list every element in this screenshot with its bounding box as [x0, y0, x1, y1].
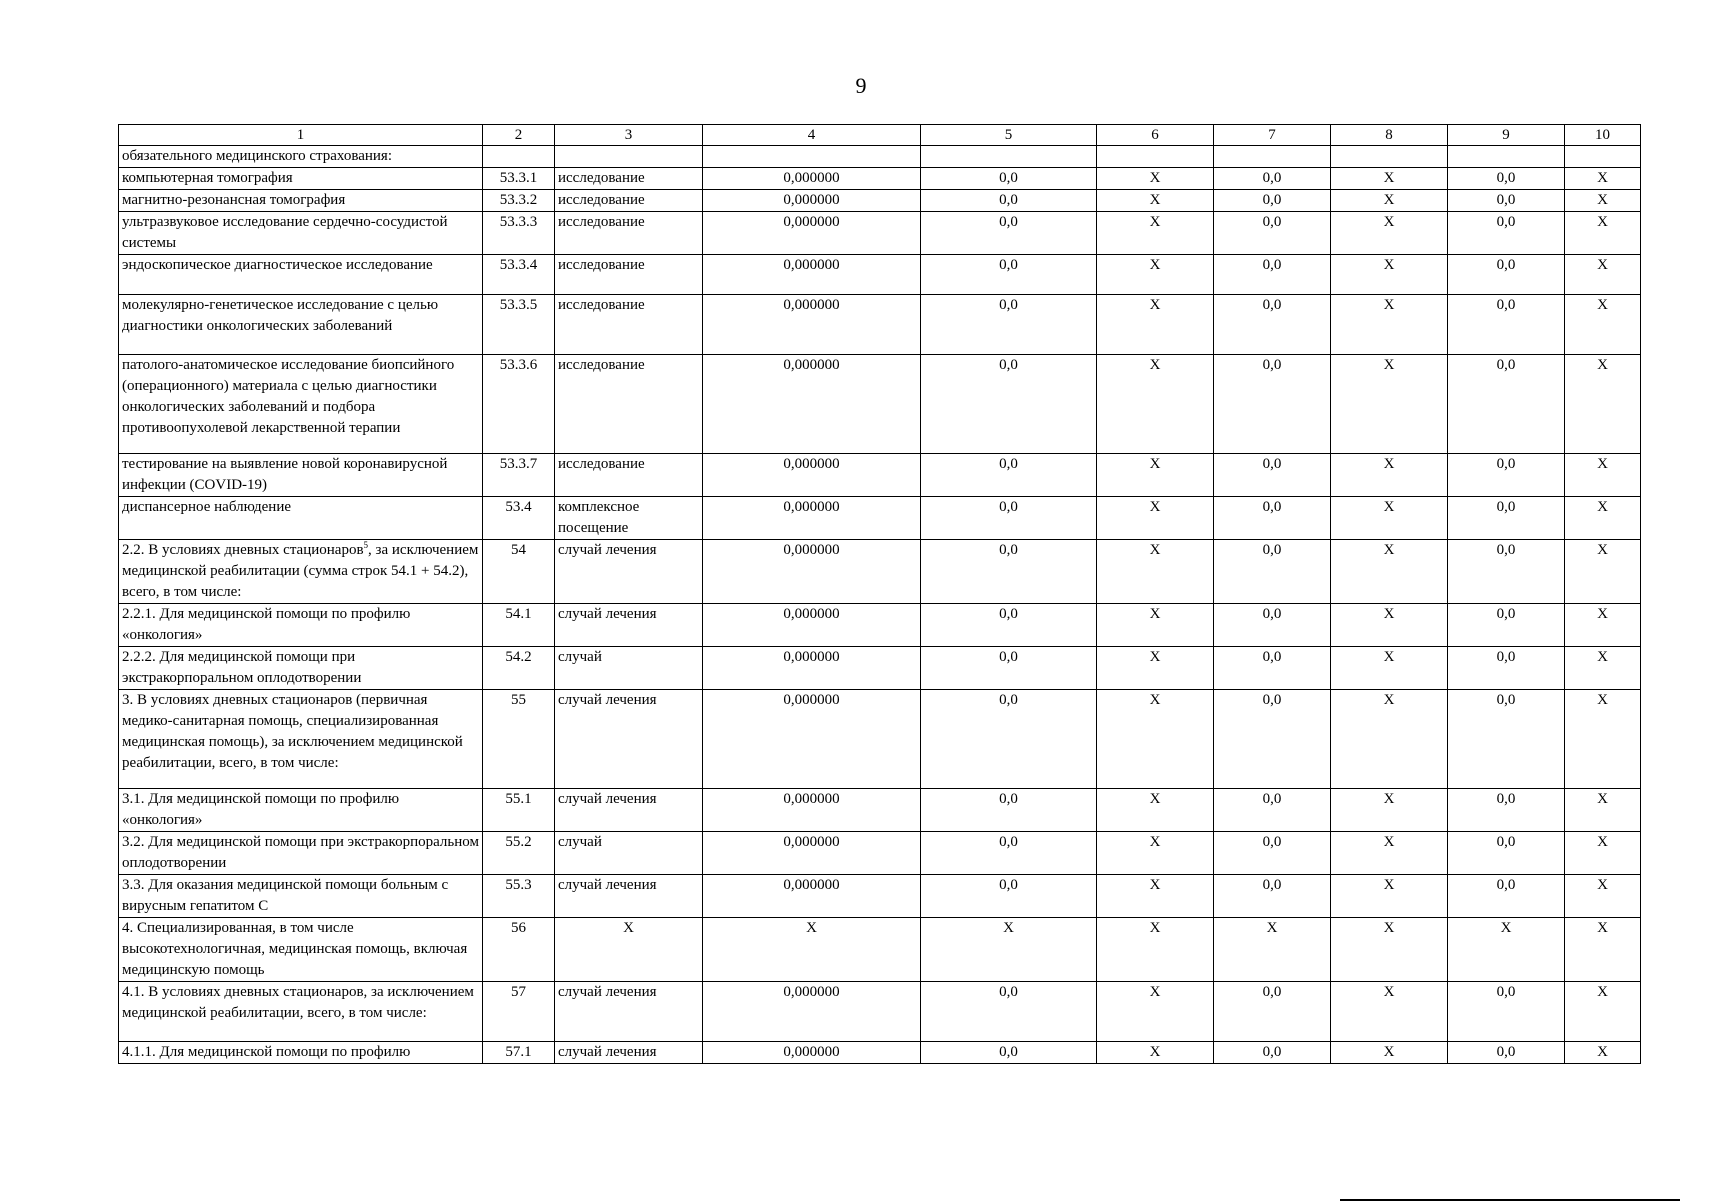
value-cell-col8: X — [1331, 918, 1448, 982]
value-cell-col9: 0,0 — [1448, 355, 1565, 454]
unit-cell: случай — [555, 647, 703, 690]
row-number-cell: 53.3.1 — [483, 168, 555, 190]
value-cell-col4: 0,000000 — [703, 604, 921, 647]
value-cell-col10: X — [1565, 355, 1641, 454]
row-number-cell: 55.1 — [483, 789, 555, 832]
value-cell-col8 — [1331, 146, 1448, 168]
footnote-marker: 5 — [363, 540, 369, 550]
value-cell-col4: 0,000000 — [703, 540, 921, 604]
value-cell-col6: X — [1097, 789, 1214, 832]
value-cell-col4: 0,000000 — [703, 982, 921, 1042]
value-cell-col6: X — [1097, 295, 1214, 355]
row-label-cell: ультразвуковое исследование сердечно-сосудистой системы — [119, 212, 483, 255]
value-cell-col9: 0,0 — [1448, 497, 1565, 540]
value-cell-col4: 0,000000 — [703, 647, 921, 690]
value-cell-col9: 0,0 — [1448, 255, 1565, 295]
value-cell-col10: X — [1565, 832, 1641, 875]
row-label-cell: обязательного медицинского страхования: — [119, 146, 483, 168]
value-cell-col7: 0,0 — [1214, 190, 1331, 212]
row-label-cell: 3.1. Для медицинской помощи по профилю «онкология» — [119, 789, 483, 832]
row-number-cell: 54 — [483, 540, 555, 604]
value-cell-col9 — [1448, 146, 1565, 168]
row-number-cell: 55.3 — [483, 875, 555, 918]
header-cell: 7 — [1214, 125, 1331, 146]
table-row — [119, 497, 1641, 540]
value-cell-col5: 0,0 — [921, 604, 1097, 647]
table-row — [119, 982, 1641, 1042]
unit-cell: случай — [555, 832, 703, 875]
header-cell: 9 — [1448, 125, 1565, 146]
value-cell-col10: X — [1565, 190, 1641, 212]
value-cell-col8: X — [1331, 789, 1448, 832]
value-cell-col6: X — [1097, 604, 1214, 647]
value-cell-col7 — [1214, 146, 1331, 168]
value-cell-col5: 0,0 — [921, 647, 1097, 690]
value-cell-col8: X — [1331, 168, 1448, 190]
value-cell-col10: X — [1565, 918, 1641, 982]
table-row — [119, 168, 1641, 190]
table-row — [119, 918, 1641, 982]
unit-cell — [555, 146, 703, 168]
page-number: 9 — [855, 73, 867, 98]
value-cell-col10: X — [1565, 454, 1641, 497]
value-cell-col4: 0,000000 — [703, 190, 921, 212]
value-cell-col5 — [921, 146, 1097, 168]
value-cell-col7: 0,0 — [1214, 454, 1331, 497]
unit-cell: комплексное посещение — [555, 497, 703, 540]
value-cell-col10: X — [1565, 690, 1641, 789]
value-cell-col7: 0,0 — [1214, 1042, 1331, 1064]
value-cell-col5: 0,0 — [921, 190, 1097, 212]
value-cell-col10 — [1565, 146, 1641, 168]
value-cell-col7: 0,0 — [1214, 982, 1331, 1042]
value-cell-col6: X — [1097, 255, 1214, 295]
value-cell-col6: X — [1097, 832, 1214, 875]
unit-cell: исследование — [555, 212, 703, 255]
unit-cell: исследование — [555, 355, 703, 454]
row-number-cell: 54.2 — [483, 647, 555, 690]
row-label-cell — [119, 540, 483, 604]
row-label-cell: 3. В условиях дневных стационаров (первичная медико-санитарная помощь, специализированная медицинская помощь), за исключением медицинской реабилитации, всего, в том числе: — [119, 690, 483, 789]
value-cell-col7: 0,0 — [1214, 168, 1331, 190]
row-number-cell: 53.3.6 — [483, 355, 555, 454]
row-number-cell: 53.4 — [483, 497, 555, 540]
value-cell-col6: X — [1097, 168, 1214, 190]
row-label-cell: компьютерная томография — [119, 168, 483, 190]
value-cell-col5: 0,0 — [921, 789, 1097, 832]
unit-cell: исследование — [555, 454, 703, 497]
value-cell-col5: 0,0 — [921, 212, 1097, 255]
value-cell-col9: 0,0 — [1448, 540, 1565, 604]
value-cell-col9: 0,0 — [1448, 1042, 1565, 1064]
value-cell-col4: 0,000000 — [703, 497, 921, 540]
header-cell: 4 — [703, 125, 921, 146]
value-cell-col4: 0,000000 — [703, 295, 921, 355]
value-cell-col6: X — [1097, 355, 1214, 454]
value-cell-col5: 0,0 — [921, 875, 1097, 918]
value-cell-col5: 0,0 — [921, 355, 1097, 454]
value-cell-col6: X — [1097, 690, 1214, 789]
value-cell-col6: X — [1097, 875, 1214, 918]
table-row — [119, 875, 1641, 918]
table-row — [119, 454, 1641, 497]
unit-cell: случай лечения — [555, 604, 703, 647]
value-cell-col8: X — [1331, 540, 1448, 604]
value-cell-col4: 0,000000 — [703, 212, 921, 255]
row-number-cell: 53.3.5 — [483, 295, 555, 355]
data-table — [118, 124, 1641, 1064]
value-cell-col4: 0,000000 — [703, 832, 921, 875]
row-label-cell: тестирование на выявление новой коронавирусной инфекции (COVID-19) — [119, 454, 483, 497]
value-cell-col9: 0,0 — [1448, 982, 1565, 1042]
table-row — [119, 255, 1641, 295]
value-cell-col10: X — [1565, 789, 1641, 832]
unit-cell: случай лечения — [555, 690, 703, 789]
unit-cell: исследование — [555, 190, 703, 212]
row-number-cell: 53.3.2 — [483, 190, 555, 212]
value-cell-col5: 0,0 — [921, 1042, 1097, 1064]
row-label-cell: магнитно-резонансная томография — [119, 190, 483, 212]
value-cell-col8: X — [1331, 190, 1448, 212]
value-cell-col9: 0,0 — [1448, 212, 1565, 255]
value-cell-col7: 0,0 — [1214, 497, 1331, 540]
value-cell-col10: X — [1565, 1042, 1641, 1064]
value-cell-col6: X — [1097, 982, 1214, 1042]
table-row — [119, 146, 1641, 168]
value-cell-col9: 0,0 — [1448, 454, 1565, 497]
value-cell-col7: X — [1214, 918, 1331, 982]
table-row — [119, 1042, 1641, 1064]
value-cell-col8: X — [1331, 295, 1448, 355]
row-label-text: , за исключением медицинской реабилитации (сумма строк 54.1 + 54.2), всего, в том числе: — [122, 542, 479, 600]
row-number-cell: 55 — [483, 690, 555, 789]
value-cell-col7: 0,0 — [1214, 295, 1331, 355]
value-cell-col6 — [1097, 146, 1214, 168]
unit-cell: случай лечения — [555, 540, 703, 604]
table-row — [119, 190, 1641, 212]
value-cell-col8: X — [1331, 832, 1448, 875]
row-label-cell: патолого-анатомическое исследование биопсийного (операционного) материала с целью диагностики онкологических заболеваний и подбора противоопухолевой лекарственной терапии — [119, 355, 483, 454]
value-cell-col9: 0,0 — [1448, 690, 1565, 789]
value-cell-col4: X — [703, 918, 921, 982]
row-label-cell: молекулярно-генетическое исследование с целью диагностики онкологических заболеваний — [119, 295, 483, 355]
value-cell-col5: 0,0 — [921, 168, 1097, 190]
value-cell-col10: X — [1565, 604, 1641, 647]
value-cell-col7: 0,0 — [1214, 832, 1331, 875]
value-cell-col9: 0,0 — [1448, 295, 1565, 355]
row-number-cell: 55.2 — [483, 832, 555, 875]
value-cell-col7: 0,0 — [1214, 789, 1331, 832]
value-cell-col4: 0,000000 — [703, 255, 921, 295]
value-cell-col9: 0,0 — [1448, 190, 1565, 212]
row-label-cell: 4.1.1. Для медицинской помощи по профилю — [119, 1042, 483, 1064]
row-label-cell: 2.2.2. Для медицинской помощи при экстракорпоральном оплодотворении — [119, 647, 483, 690]
table-row — [119, 540, 1641, 604]
value-cell-col6: X — [1097, 454, 1214, 497]
value-cell-col10: X — [1565, 168, 1641, 190]
value-cell-col7: 0,0 — [1214, 604, 1331, 647]
value-cell-col4: 0,000000 — [703, 355, 921, 454]
value-cell-col4: 0,000000 — [703, 690, 921, 789]
row-number-cell: 53.3.4 — [483, 255, 555, 295]
value-cell-col9: 0,0 — [1448, 789, 1565, 832]
unit-cell: случай лечения — [555, 982, 703, 1042]
header-cell: 5 — [921, 125, 1097, 146]
value-cell-col9: 0,0 — [1448, 168, 1565, 190]
unit-cell: исследование — [555, 255, 703, 295]
value-cell-col4: 0,000000 — [703, 168, 921, 190]
value-cell-col8: X — [1331, 497, 1448, 540]
table-row — [119, 604, 1641, 647]
value-cell-col5: 0,0 — [921, 690, 1097, 789]
unit-cell: X — [555, 918, 703, 982]
header-cell: 6 — [1097, 125, 1214, 146]
value-cell-col5: 0,0 — [921, 454, 1097, 497]
header-row — [119, 125, 1641, 146]
value-cell-col5: 0,0 — [921, 832, 1097, 875]
value-cell-col6: X — [1097, 497, 1214, 540]
row-number-cell: 57 — [483, 982, 555, 1042]
value-cell-col6: X — [1097, 647, 1214, 690]
value-cell-col7: 0,0 — [1214, 875, 1331, 918]
value-cell-col7: 0,0 — [1214, 212, 1331, 255]
value-cell-col5: X — [921, 918, 1097, 982]
value-cell-col9: X — [1448, 918, 1565, 982]
row-label-cell: 4.1. В условиях дневных стационаров, за исключением медицинской реабилитации, всего, в том числе: — [119, 982, 483, 1042]
value-cell-col7: 0,0 — [1214, 540, 1331, 604]
value-cell-col5: 0,0 — [921, 295, 1097, 355]
value-cell-col9: 0,0 — [1448, 647, 1565, 690]
value-cell-col6: X — [1097, 540, 1214, 604]
row-number-cell: 54.1 — [483, 604, 555, 647]
row-number-cell — [483, 146, 555, 168]
value-cell-col8: X — [1331, 212, 1448, 255]
row-label-cell: 4. Специализированная, в том числе высокотехнологичная, медицинская помощь, включая медицинскую помощь — [119, 918, 483, 982]
value-cell-col8: X — [1331, 604, 1448, 647]
value-cell-col9: 0,0 — [1448, 875, 1565, 918]
value-cell-col6: X — [1097, 1042, 1214, 1064]
unit-cell: случай лечения — [555, 1042, 703, 1064]
row-label-cell: диспансерное наблюдение — [119, 497, 483, 540]
value-cell-col4: 0,000000 — [703, 789, 921, 832]
value-cell-col10: X — [1565, 982, 1641, 1042]
value-cell-col8: X — [1331, 1042, 1448, 1064]
row-label-cell: 3.3. Для оказания медицинской помощи больным с вирусным гепатитом С — [119, 875, 483, 918]
unit-cell: исследование — [555, 168, 703, 190]
header-cell: 2 — [483, 125, 555, 146]
value-cell-col8: X — [1331, 690, 1448, 789]
value-cell-col4: 0,000000 — [703, 875, 921, 918]
row-number-cell: 57.1 — [483, 1042, 555, 1064]
table-row — [119, 295, 1641, 355]
value-cell-col10: X — [1565, 647, 1641, 690]
row-number-cell: 53.3.7 — [483, 454, 555, 497]
value-cell-col4: 0,000000 — [703, 1042, 921, 1064]
table-row — [119, 647, 1641, 690]
header-cell: 3 — [555, 125, 703, 146]
value-cell-col10: X — [1565, 875, 1641, 918]
value-cell-col4: 0,000000 — [703, 454, 921, 497]
value-cell-col6: X — [1097, 190, 1214, 212]
row-label-cell: эндоскопическое диагностическое исследование — [119, 255, 483, 295]
value-cell-col10: X — [1565, 540, 1641, 604]
value-cell-col8: X — [1331, 875, 1448, 918]
value-cell-col10: X — [1565, 255, 1641, 295]
table-row — [119, 832, 1641, 875]
value-cell-col7: 0,0 — [1214, 690, 1331, 789]
value-cell-col8: X — [1331, 647, 1448, 690]
value-cell-col8: X — [1331, 355, 1448, 454]
row-number-cell: 56 — [483, 918, 555, 982]
table-row — [119, 212, 1641, 255]
value-cell-col5: 0,0 — [921, 255, 1097, 295]
value-cell-col5: 0,0 — [921, 497, 1097, 540]
value-cell-col10: X — [1565, 295, 1641, 355]
value-cell-col8: X — [1331, 454, 1448, 497]
value-cell-col8: X — [1331, 982, 1448, 1042]
value-cell-col10: X — [1565, 497, 1641, 540]
table-row — [119, 690, 1641, 789]
value-cell-col7: 0,0 — [1214, 355, 1331, 454]
value-cell-col7: 0,0 — [1214, 647, 1331, 690]
row-label-text: 2.2. В условиях дневных стационаров — [122, 542, 364, 558]
header-cell: 10 — [1565, 125, 1641, 146]
header-cell: 1 — [119, 125, 483, 146]
value-cell-col6: X — [1097, 212, 1214, 255]
header-cell: 8 — [1331, 125, 1448, 146]
table-row — [119, 789, 1641, 832]
unit-cell: случай лечения — [555, 789, 703, 832]
unit-cell: случай лечения — [555, 875, 703, 918]
table-row — [119, 355, 1641, 454]
value-cell-col6: X — [1097, 918, 1214, 982]
value-cell-col5: 0,0 — [921, 982, 1097, 1042]
row-label-cell: 2.2.1. Для медицинской помощи по профилю «онкология» — [119, 604, 483, 647]
value-cell-col9: 0,0 — [1448, 832, 1565, 875]
value-cell-col7: 0,0 — [1214, 255, 1331, 295]
value-cell-col5: 0,0 — [921, 540, 1097, 604]
value-cell-col9: 0,0 — [1448, 604, 1565, 647]
value-cell-col8: X — [1331, 255, 1448, 295]
value-cell-col10: X — [1565, 212, 1641, 255]
unit-cell: исследование — [555, 295, 703, 355]
value-cell-col4 — [703, 146, 921, 168]
row-label-cell: 3.2. Для медицинской помощи при экстракорпоральном оплодотворении — [119, 832, 483, 875]
row-number-cell: 53.3.3 — [483, 212, 555, 255]
